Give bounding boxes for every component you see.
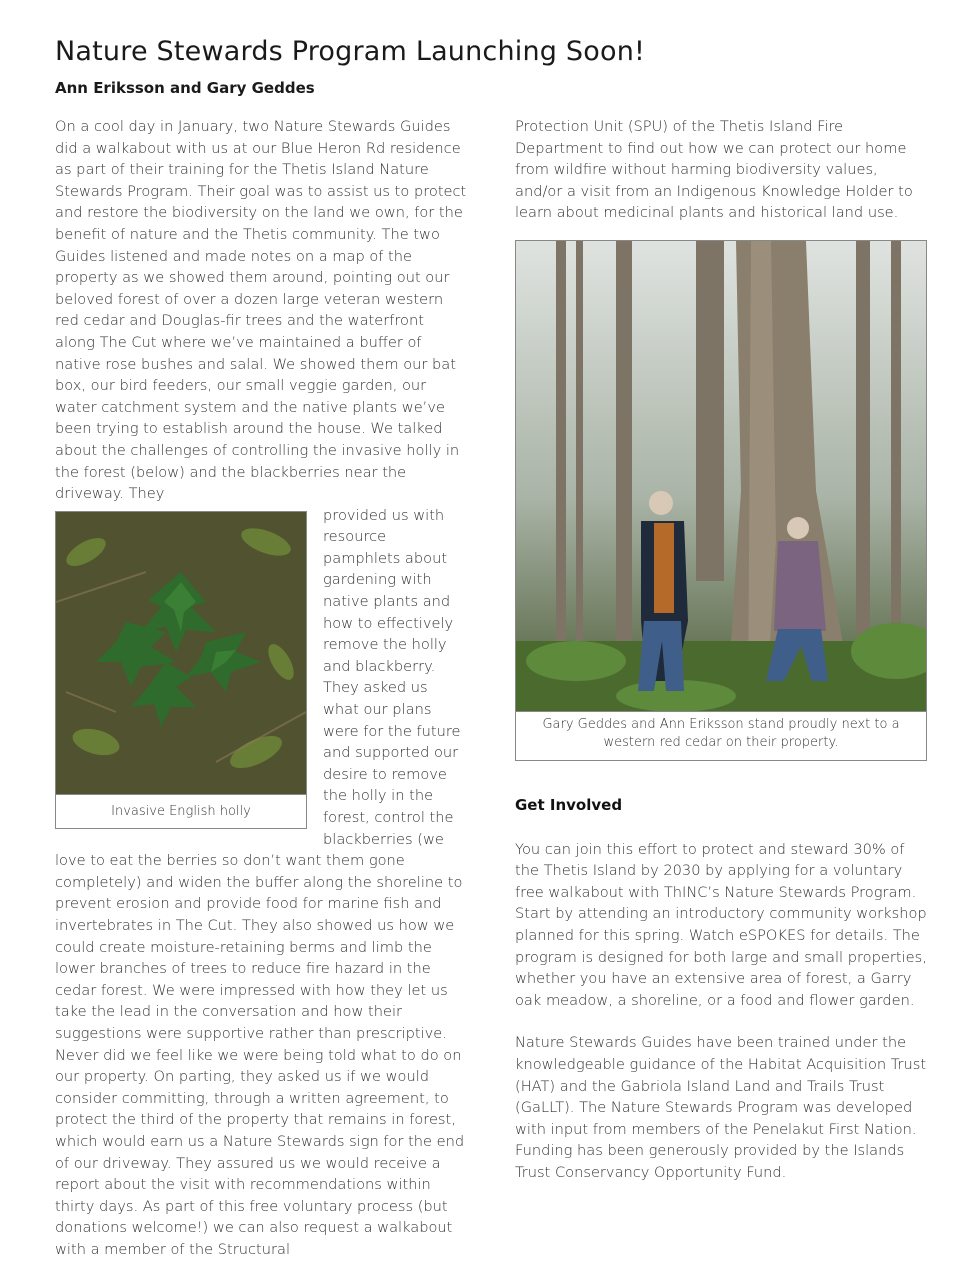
guides-paragraph: Nature Stewards Guides have been trained under the knowledgeable guidance of the Habitat Acquisition Trust (HAT) and the Gabriola Island Land and Trails Trust (GaLLT). The Nature Stewards Program was developed with input from members of the Penelakut First Nation. Funding has been generously provided by the Islands Trust Conservancy Opportunity Fund. [515, 1034, 927, 1181]
left-column [55, 116, 467, 1260]
intro-paragraph: On a cool day in January, two Nature Stewards Guides did a walkabout with us at our Blue Heron Rd residence as part of their training for the Thetis Island Nature Stewards Program. Their goal was to assist us to protect and restore the biodiversity on the land we own, for the benefit of nature and the Thetis community. The two Guides listened and made notes on a map of the property as we showed them around, pointing out our beloved forest of over a dozen large veteran western red cedar and Douglas-fir trees and the waterfront along The Cut where we’ve maintained a buffer of native rose bushes and salal. We showed them our bat box, our bird feeders, our small veggie garden, our water catchment system and the native plants we’ve been trying to establish around the house. We talked about the challenges of controlling the invasive holly in the forest (below) and the blackberries near the driveway. They [55, 118, 467, 503]
cedar-photo [516, 241, 926, 711]
continued-paragraph: Protection Unit (SPU) of the Thetis Island Fire Department to find out how we can protect our home from wildfire without harming biodiversity values, and/or a visit from an Indigenous Knowledge Holder to learn about medicinal plants and historical land use. [515, 118, 913, 222]
get-involved-paragraph: You can join this effort to protect and steward 30% of the Thetis Island by 2030 by applying for a voluntary free walkabout with ThINC’s Nature Stewards Program. Start by attending an introductory community workshop planned for this spring. Watch eSPOKES for details. The program is designed for both large and small properties, whether you have an extensive area of forest, a Garry oak meadow, a shoreline, or a food and flower garden. [515, 840, 927, 1009]
wrap-paragraph: provided us with resource pamphlets about gardening with native plants and how to effectively remove the holly and blackberry. They asked us what our plans were for the future and supported our desire to remove the holly in the forest, control the blackberries (we love to eat the berries so don’t want them gone completely) and widen the buffer along the shoreline to prevent erosion and provide food for marine fish and invertebrates in The Cut. They also showed us how we could create moisture-retaining berms and limb the lower branches of trees to reduce fire hazard in the cedar forest. We were impressed with how they let us take the lead in the conversation and how their suggestions were supportive rather than prescriptive. Never did we feel like we were being told what to do on our property. On parting, they asked us if we would consider committing, through a written agreement, to protect the third of the property that remains in forest, which would earn us a Nature Stewards sign for the end of our driveway. They assured us we would receive a report about the visit with recommendations within thirty days. As part of this free voluntary process (but donations welcome!) we can also request a walkabout with a member of the Structural [55, 506, 465, 1258]
right-column [515, 116, 927, 1183]
paragraph-gap [515, 1011, 927, 1032]
holly-figure [55, 511, 307, 829]
cedar-caption: Gary Geddes and Ann Eriksson stand proudly next to a western red cedar on their property. [516, 711, 926, 756]
get-involved-heading: Get Involved [515, 795, 623, 814]
cedar-figure [515, 240, 927, 761]
holly-caption: Invasive English holly [56, 794, 306, 829]
article-byline: Ann Eriksson and Gary Geddes [55, 79, 315, 97]
holly-photo [56, 512, 306, 794]
article-title: Nature Stewards Program Launching Soon! [55, 36, 646, 67]
